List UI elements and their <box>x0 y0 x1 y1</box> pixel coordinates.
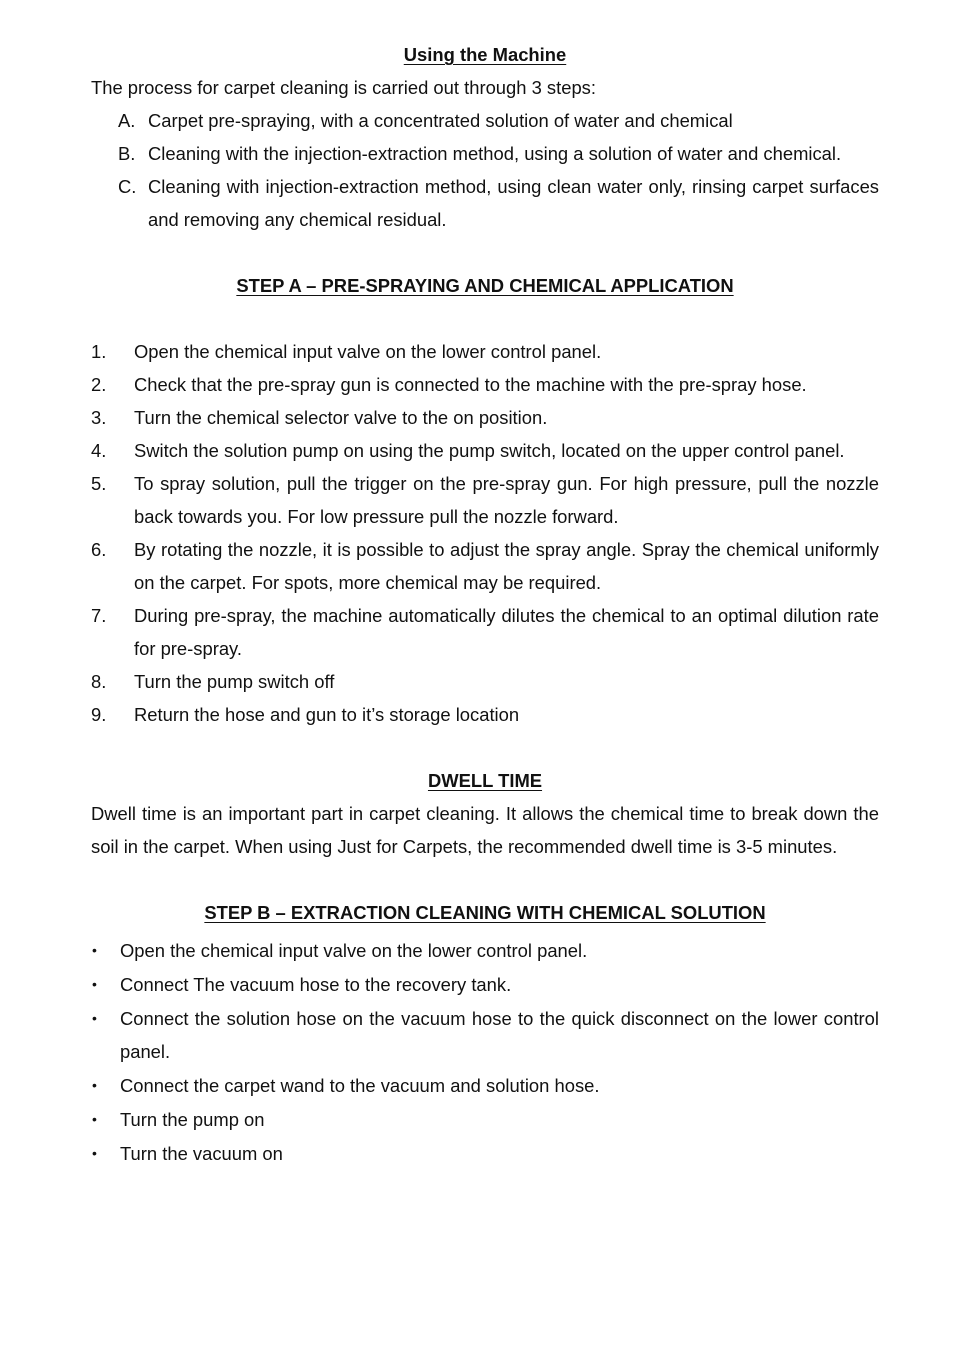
list-item-text: Switch the solution pump on using the pump switch, located on the upper control panel. <box>134 440 845 461</box>
list-item-text: Open the chemical input valve on the lower control panel. <box>134 341 602 362</box>
list-item-text: Return the hose and gun to it’s storage location <box>134 704 520 725</box>
list-item-text: During pre-spray, the machine automatically dilutes the chemical to an optimal dilution rate for pre-spray. <box>134 605 879 659</box>
list-item-text: Turn the chemical selector valve to the on position. <box>134 407 548 428</box>
list-item-text: Connect the solution hose on the vacuum hose to the quick disconnect on the lower control panel. <box>120 1008 879 1062</box>
list-item <box>91 137 879 170</box>
list-item <box>91 368 879 401</box>
list-item-text: Cleaning with injection-extraction method, using clean water only, rinsing carpet surfaces and removing any chemical residual. <box>148 176 879 230</box>
list-marker: 5. <box>91 473 107 494</box>
list-item <box>91 599 879 665</box>
step-b-heading: STEP B – EXTRACTION CLEANING WITH CHEMICAL SOLUTION <box>204 902 766 923</box>
list-marker: 2. <box>91 374 107 395</box>
list-item-text: Connect the carpet wand to the vacuum and solution hose. <box>120 1075 600 1096</box>
dwell-time-paragraph: Dwell time is an important part in carpet cleaning. It allows the chemical time to break down the soil in the carpet. When using Just for Carpets, the recommended dwell time is 3-5 minutes. <box>91 803 879 857</box>
list-marker: 9. <box>91 704 107 725</box>
list-item-text: Cleaning with the injection-extraction method, using a solution of water and chemical. <box>148 143 842 164</box>
list-marker: 6. <box>91 539 107 560</box>
list-item-text: Turn the pump on <box>120 1109 265 1130</box>
list-item <box>91 968 879 1001</box>
list-marker: C. <box>118 176 137 197</box>
step-a-heading: STEP A – PRE-SPRAYING AND CHEMICAL APPLICATION <box>236 275 734 296</box>
list-item <box>91 335 879 368</box>
list-marker: 1. <box>91 341 107 362</box>
list-item-text: By rotating the nozzle, it is possible to adjust the spray angle. Spray the chemical uniformly on the carpet. For spots, more chemical may be required. <box>134 539 879 593</box>
list-item <box>91 434 879 467</box>
step-b-list <box>91 934 879 1170</box>
list-item <box>91 698 879 731</box>
step-a-list <box>91 335 879 731</box>
list-marker: 8. <box>91 671 107 692</box>
list-item <box>91 1103 879 1136</box>
list-item <box>91 1002 879 1068</box>
list-item <box>91 401 879 434</box>
dwell-time-heading: DWELL TIME <box>427 770 543 791</box>
list-marker: B. <box>118 143 136 164</box>
list-item-text: Carpet pre-spraying, with a concentrated solution of water and chemical <box>148 110 733 131</box>
bullet-icon: • <box>92 1111 97 1127</box>
list-marker: 3. <box>91 407 107 428</box>
list-item <box>91 104 879 137</box>
list-item-text: Check that the pre-spray gun is connected to the machine with the pre-spray hose. <box>134 374 807 395</box>
list-marker: 4. <box>91 440 107 461</box>
bullet-icon: • <box>92 942 97 958</box>
list-item-text: Turn the vacuum on <box>120 1143 283 1164</box>
list-item <box>91 934 879 967</box>
bullet-icon: • <box>92 1077 97 1093</box>
list-item <box>91 1069 879 1102</box>
list-item <box>91 1137 879 1170</box>
page-title: Using the Machine <box>403 44 567 65</box>
list-item <box>91 467 879 533</box>
list-item-text: To spray solution, pull the trigger on the pre-spray gun. For high pressure, pull the nozzle back towards you. For low pressure pull the nozzle forward. <box>134 473 879 527</box>
list-item <box>91 533 879 599</box>
list-item <box>91 665 879 698</box>
list-marker: 7. <box>91 605 107 626</box>
list-item-text: Open the chemical input valve on the lower control panel. <box>120 940 588 961</box>
bullet-icon: • <box>92 1145 97 1161</box>
steps-list <box>91 104 879 236</box>
list-item-text: Turn the pump switch off <box>134 671 335 692</box>
list-item <box>91 170 879 236</box>
list-marker: A. <box>118 110 136 131</box>
bullet-icon: • <box>92 1010 97 1026</box>
bullet-icon: • <box>92 976 97 992</box>
intro-text: The process for carpet cleaning is carried out through 3 steps: <box>91 77 596 98</box>
list-item-text: Connect The vacuum hose to the recovery tank. <box>120 974 512 995</box>
